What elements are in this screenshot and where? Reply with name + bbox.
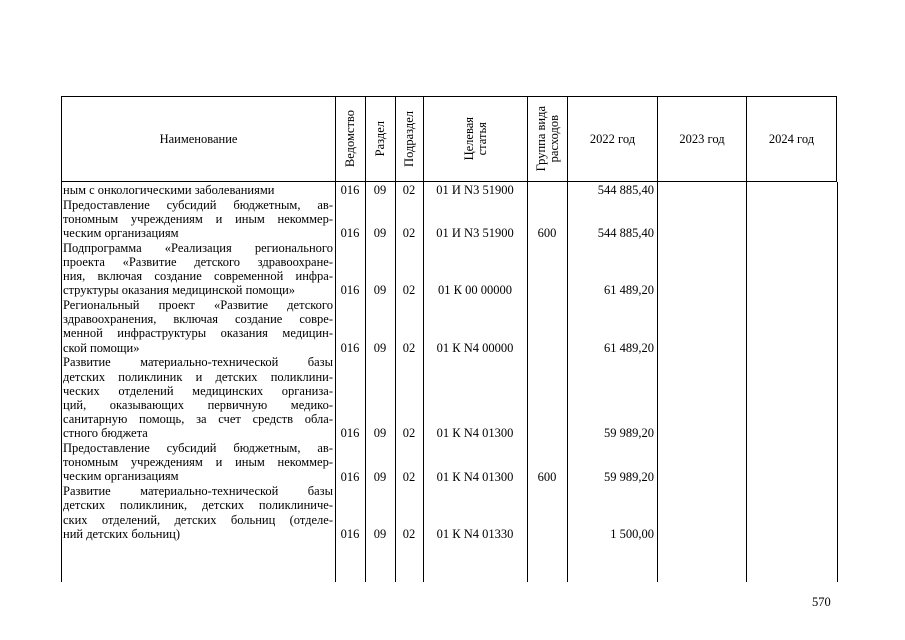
row-name-line: ских отделений, детских больниц (отделе-	[63, 512, 333, 527]
grid-line	[837, 182, 838, 582]
cell-subsection: 02	[402, 183, 416, 197]
row-name-line: структуры оказания медицинской помощи»	[63, 283, 296, 298]
cell-section: 09	[373, 469, 387, 484]
row-name-line: ческих отделений медицинских организа-	[63, 383, 333, 398]
cell-target: 01 К 00 00000	[438, 283, 512, 298]
header-target	[423, 96, 527, 182]
cell-amount-2022: 1 500,00	[610, 526, 654, 541]
cell-dept: 016	[340, 426, 360, 441]
header-target-line2: статья	[474, 122, 489, 156]
cell-section: 09	[373, 283, 387, 298]
row-name-line: Развитие материально-технической базы	[63, 484, 333, 499]
header-target-line1: Целевая	[461, 117, 476, 161]
cell-subsection: 02	[402, 340, 416, 355]
header-group	[527, 96, 567, 182]
grid-line	[746, 182, 747, 582]
cell-section: 09	[373, 526, 387, 541]
grid-line	[365, 182, 366, 582]
header-group-line1: Группа вида	[533, 106, 548, 172]
row-name-line: Предоставление субсидий бюджетным, ав-	[63, 197, 333, 212]
header-subsection-label: Подраздел	[402, 111, 416, 167]
header-dept-label: Ведомство	[343, 110, 357, 168]
cell-group: 600	[537, 469, 557, 484]
header-2022	[567, 96, 657, 182]
cell-dept: 016	[340, 226, 360, 241]
header-name	[61, 96, 335, 182]
header-section	[365, 96, 395, 182]
row-name-line: ний детских больниц)	[63, 526, 181, 541]
cell-amount-2022: 61 489,20	[604, 340, 654, 355]
row-name-line: стного бюджета	[63, 426, 148, 441]
cell-subsection: 02	[402, 426, 416, 441]
row-name-line: менной инфраструктуры оказания медицин-	[63, 326, 333, 341]
cell-target: 01 К N4 01330	[436, 526, 514, 541]
cell-dept: 016	[340, 283, 360, 298]
cell-amount-2022: 544 885,40	[597, 226, 654, 241]
cell-group: 600	[537, 226, 557, 241]
cell-subsection: 02	[402, 469, 416, 484]
row-name-line: ческим организациям	[63, 469, 179, 484]
row-name	[63, 484, 333, 541]
grid-line	[61, 182, 62, 582]
cell-subsection: 02	[402, 226, 416, 241]
cell-target: 01 К N4 01300	[436, 426, 514, 441]
header-section-label: Раздел	[373, 121, 387, 157]
cell-amount-2022: 59 989,20	[604, 426, 654, 441]
header-name-label: Наименование	[159, 131, 238, 146]
row-name-line: детских поликлиник, детских поликлиниче-	[63, 498, 333, 513]
header-group-label	[535, 106, 561, 171]
page-number: 570	[812, 595, 831, 609]
grid-line	[527, 182, 528, 582]
header-subsection	[395, 96, 423, 182]
row-name	[63, 355, 333, 440]
header-2022-label: 2022 год	[589, 131, 636, 146]
row-name-line: ской помощи»	[63, 340, 140, 355]
header-2024	[746, 96, 837, 182]
cell-section: 09	[373, 226, 387, 241]
cell-section: 09	[373, 183, 387, 197]
cell-subsection: 02	[402, 526, 416, 541]
row-name	[63, 441, 333, 484]
grid-line	[423, 182, 424, 582]
cell-target: 01 К N4 00000	[436, 340, 514, 355]
cell-section: 09	[373, 426, 387, 441]
row-name-line: Предоставление субсидий бюджетным, ав-	[63, 441, 333, 456]
grid-line	[567, 182, 568, 582]
cell-target: 01 К N4 01300	[436, 469, 514, 484]
cell-amount-2022: 59 989,20	[604, 469, 654, 484]
row-name-line: ций, оказывающих первичную медико-	[63, 397, 333, 412]
row-name-line: проекта «Развитие детского здравоохране-	[63, 254, 333, 269]
header-2023	[657, 96, 746, 182]
cell-dept: 016	[340, 340, 360, 355]
row-name-line: Подпрограмма «Реализация регионального	[63, 240, 333, 255]
header-2023-label: 2023 год	[679, 131, 725, 146]
grid-line	[335, 182, 336, 582]
row-name-line: здравоохранения, включая создание совре-	[63, 312, 333, 327]
cell-subsection: 02	[402, 283, 416, 298]
cell-amount-2022: 61 489,20	[604, 283, 654, 298]
row-name-line: Региональный проект «Развитие детского	[63, 298, 333, 313]
cell-target: 01 И N3 51900	[436, 226, 514, 241]
row-name-line: тономным учреждениям и иным некоммер-	[63, 211, 333, 226]
cell-dept: 016	[340, 526, 360, 541]
row-name-line: Развитие материально-технической базы	[63, 355, 333, 370]
header-dept	[335, 96, 365, 182]
row-name-line: санитарную помощь, за счет средств обла-	[63, 412, 333, 427]
row-name	[63, 241, 333, 298]
row-name-line: ческим организациям	[63, 226, 179, 241]
row-name-line: ным с онкологическими заболеваниями	[63, 183, 275, 197]
cell-section: 09	[373, 340, 387, 355]
grid-line	[395, 182, 396, 582]
row-name-line: детских поликлиник и детских поликлини-	[63, 369, 333, 384]
cell-target: 01 И N3 51900	[436, 183, 514, 197]
row-name-line: тономным учреждениям и иным некоммер-	[63, 455, 333, 470]
row-name-line: ния, включая создание современной инфра-	[63, 269, 333, 284]
header-2024-label: 2024 год	[768, 131, 815, 146]
row-name	[63, 198, 333, 241]
header-group-line2: расходов	[546, 115, 561, 163]
cell-amount-2022: 544 885,40	[597, 183, 654, 197]
row-name	[63, 183, 333, 197]
header-target-label	[463, 117, 489, 160]
cell-dept: 016	[340, 183, 360, 197]
row-name	[63, 298, 333, 355]
cell-dept: 016	[340, 469, 360, 484]
grid-line	[657, 182, 658, 582]
